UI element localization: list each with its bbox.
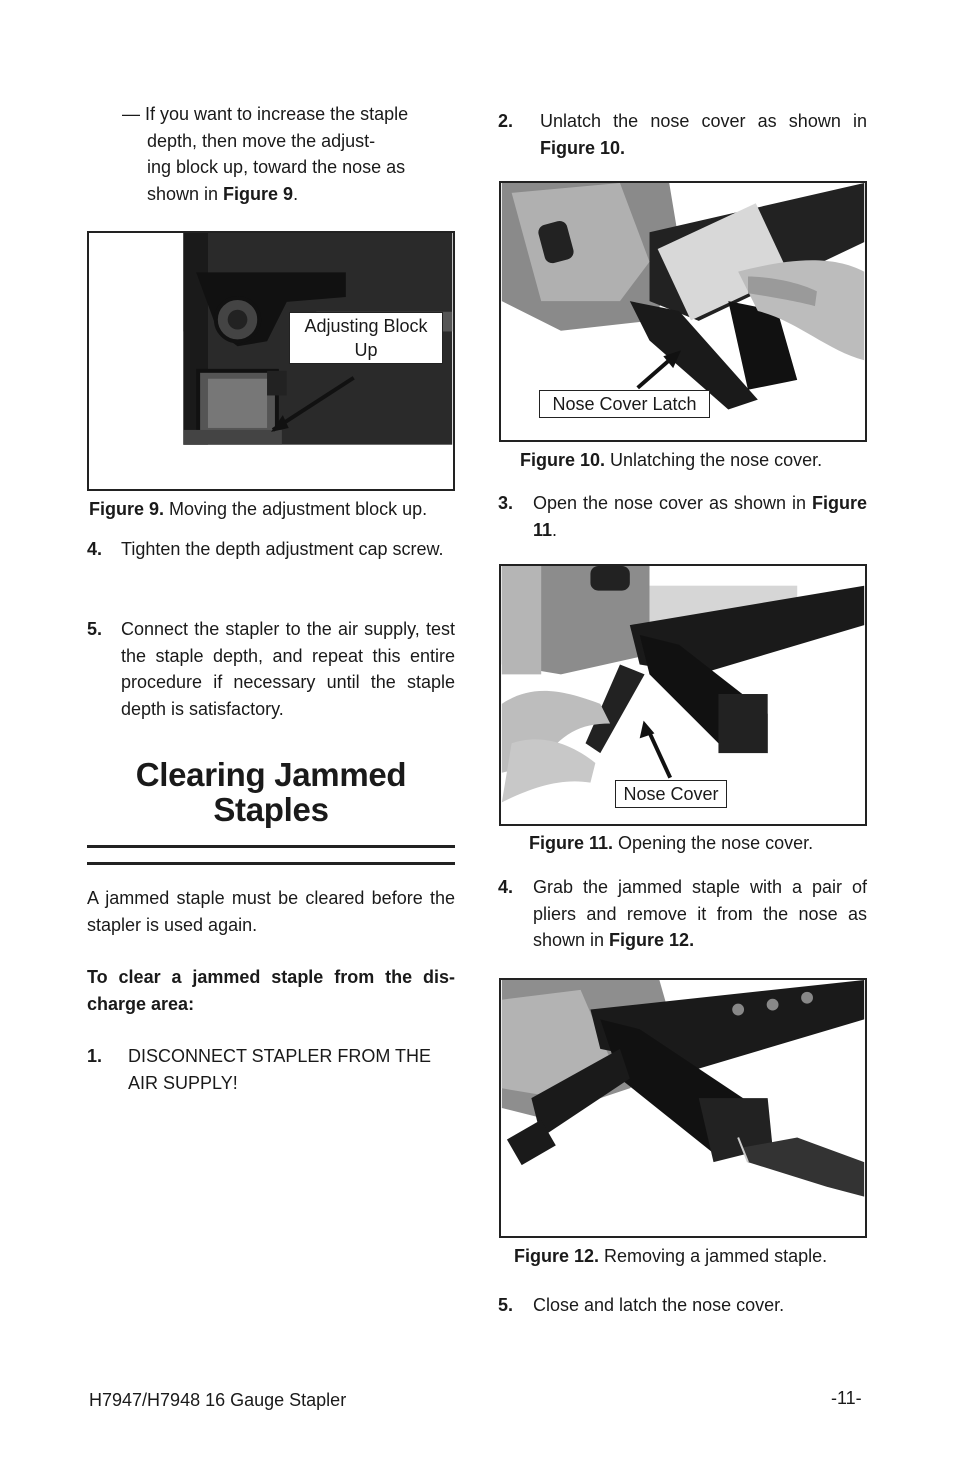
figure-12-caption: Figure 12. Removing a jammed staple.: [514, 1246, 828, 1266]
section-heading: [87, 757, 455, 827]
step-3-text: Open the nose cover as shown in Figure 11.: [533, 493, 867, 540]
heading-rule-top: [87, 845, 455, 848]
footer-title: H7947/H7948 16 Gauge Stapler: [89, 1390, 347, 1410]
step-2-number: 2.: [498, 111, 514, 131]
figure-11-caption: Figure 11. Opening the nose cover.: [529, 833, 814, 853]
step-4-number: 4.: [87, 539, 103, 559]
figure-11-reference: Figure 11: [533, 493, 867, 540]
intro-line-2: depth, then move the adjust-: [147, 130, 376, 151]
step-3-number: 3.: [498, 493, 514, 513]
intro-line-3: ing block up, toward the nose as: [147, 157, 406, 177]
page-number: -11-: [831, 1388, 862, 1408]
step-4b-number: 4.: [498, 877, 514, 897]
step-5b-number: 5.: [498, 1295, 514, 1315]
step-2-text: Unlatch the nose cover as shown in Figure 10.: [540, 111, 867, 158]
clear-instructions-heading: To clear a jammed staple from the dis-charge area:: [87, 967, 455, 1014]
section-heading-line-1: Clearing Jammed: [135, 756, 407, 793]
step-5b-text: Close and latch the nose cover.: [533, 1295, 785, 1315]
intro-line-1: — If you want to increase the staple: [122, 104, 409, 124]
step-1-text: DISCONNECT STAPLER FROM THE AIR SUPPLY!: [128, 1046, 432, 1093]
figure-10-label: Nose Cover Latch: [539, 390, 710, 418]
figure-9-caption-label: Figure 9.: [89, 499, 165, 519]
figure-9-caption: Figure 9. Moving the adjustment block up.: [89, 499, 428, 519]
step-4b-text: Grab the jammed staple with a pair of pliers and remove it from the nose as shown in Figure 12.: [533, 877, 867, 950]
section-heading-line-2: Staples: [213, 791, 329, 828]
figure-10-caption-label: Figure 10.: [520, 450, 606, 470]
intro-paragraph: [122, 101, 462, 207]
figure-9-reference: Figure 9: [223, 183, 294, 204]
figure-11-photo: [499, 564, 867, 826]
figure-12-reference: Figure 12.: [609, 930, 695, 950]
figure-11-caption-label: Figure 11.: [529, 833, 614, 853]
step-4-text: Tighten the depth adjustment cap screw.: [121, 539, 444, 559]
figure-11-label: Nose Cover: [615, 780, 727, 808]
intro-jammed-paragraph: A jammed staple must be cleared before the stapler is used again.: [87, 888, 455, 935]
figure-9-photo: [87, 231, 455, 491]
heading-rule-bottom: [87, 862, 455, 865]
figure-12-photo: [499, 978, 867, 1238]
step-5-number: 5.: [87, 619, 103, 639]
figure-10-caption: Figure 10. Unlatching the nose cover.: [520, 450, 823, 470]
step-5-text: Connect the stapler to the air supply, test the staple depth, and repeat this entire procedure if necessary until the staple depth is satisfactory.: [121, 619, 455, 719]
figure-12-caption-label: Figure 12.: [514, 1246, 600, 1266]
step-1-number: 1.: [87, 1046, 103, 1066]
figure-10-photo: [499, 181, 867, 442]
intro-line-4: shown in Figure 9.: [147, 183, 299, 204]
figure-10-reference: Figure 10.: [540, 137, 626, 158]
figure-12-illustration: [501, 980, 865, 1236]
figure-9-label: Adjusting Block Up: [289, 312, 443, 364]
